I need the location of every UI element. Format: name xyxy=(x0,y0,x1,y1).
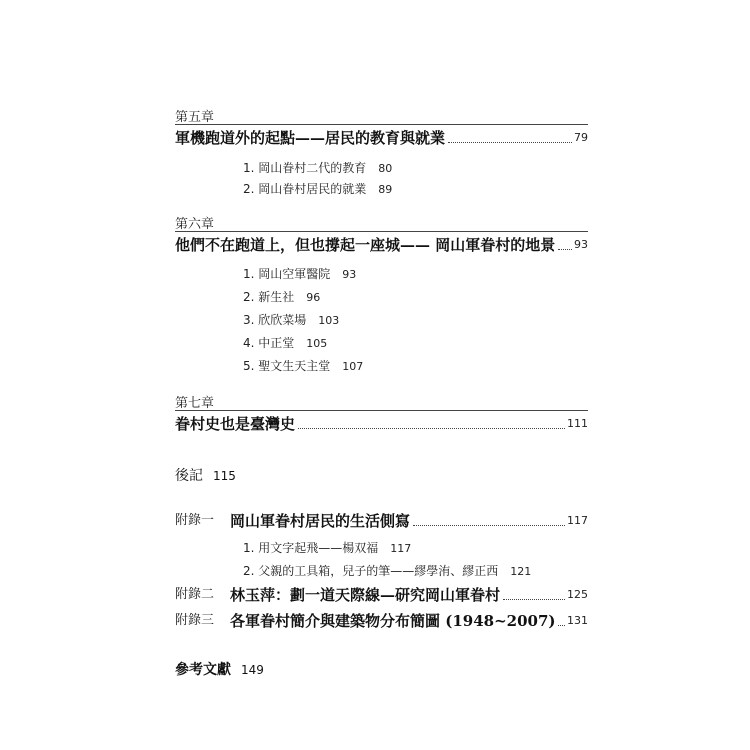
chapter-7-page: 111 xyxy=(567,417,588,430)
toc-entry[interactable] xyxy=(243,266,356,283)
section-page: 80 xyxy=(378,162,393,175)
appendix-2-title: 林玉萍：劃一道天際線—研究岡山軍眷村 xyxy=(230,586,501,604)
toc-entry[interactable] xyxy=(243,289,320,306)
afterword-entry[interactable] xyxy=(175,466,236,486)
section-page: 107 xyxy=(342,360,364,373)
chapter-5-title: 軍機跑道外的起點——居民的教育與就業 xyxy=(175,129,446,147)
section-page: 96 xyxy=(306,291,321,304)
section-page: 89 xyxy=(378,183,393,196)
section-page: 103 xyxy=(318,314,340,327)
chapter-5-title-row[interactable] xyxy=(175,128,588,148)
section-page: 105 xyxy=(306,337,328,350)
chapter-5-label: 第五章 xyxy=(175,110,215,125)
appendix-1-title: 岡山軍眷村居民的生活側寫 xyxy=(230,512,411,530)
appendix-3-title-row[interactable] xyxy=(230,611,588,631)
section-text: 1. 用文字起飛——楊双福 xyxy=(243,541,379,555)
section-text: 2. 父親的工具箱，兒子的筆——繆學洧、繆正西 xyxy=(243,564,499,578)
toc-entry[interactable] xyxy=(243,540,411,557)
toc-entry[interactable] xyxy=(243,160,392,177)
toc-entry[interactable] xyxy=(243,563,531,580)
appendix-2-page: 125 xyxy=(567,588,588,601)
section-text: 3. 欣欣菜場 xyxy=(243,313,307,327)
appendix-3-page: 131 xyxy=(567,614,588,627)
section-text: 5. 聖文生天主堂 xyxy=(243,359,331,373)
toc-entry[interactable] xyxy=(243,358,363,375)
section-text: 1. 岡山眷村二代的教育 xyxy=(243,161,367,175)
chapter-5-page: 79 xyxy=(574,131,588,144)
chapter-7-rule xyxy=(175,410,588,411)
toc-entry[interactable] xyxy=(243,312,339,329)
leader-dots xyxy=(298,428,565,429)
references-label: 參考文獻 xyxy=(175,662,231,678)
section-text: 4. 中正堂 xyxy=(243,336,295,350)
section-text: 2. 岡山眷村居民的就業 xyxy=(243,182,367,196)
leader-dots xyxy=(558,625,565,626)
appendix-3-title: 各軍眷村簡介與建築物分布簡圖 (1948~2007) xyxy=(230,612,556,630)
section-page: 93 xyxy=(342,268,357,281)
appendix-3-label: 附錄三 xyxy=(175,613,215,628)
leader-dots xyxy=(558,249,572,250)
chapter-7-label: 第七章 xyxy=(175,396,215,411)
toc-entry[interactable] xyxy=(243,181,392,198)
appendix-2-title-row[interactable] xyxy=(230,585,588,605)
appendix-1-title-row[interactable] xyxy=(230,511,588,531)
section-text: 2. 新生社 xyxy=(243,290,295,304)
chapter-6-title: 他們不在跑道上，但也撐起一座城—— 岡山軍眷村的地景 xyxy=(175,236,556,254)
references-page: 149 xyxy=(241,663,264,677)
chapter-5-rule xyxy=(175,124,588,125)
chapter-6-title-row[interactable] xyxy=(175,235,588,255)
section-page: 117 xyxy=(390,542,412,555)
leader-dots xyxy=(448,142,572,143)
appendix-1-label: 附錄一 xyxy=(175,513,215,528)
afterword-page: 115 xyxy=(213,469,236,483)
references-entry[interactable] xyxy=(175,660,264,680)
chapter-7-title-row[interactable] xyxy=(175,414,588,434)
chapter-6-page: 93 xyxy=(574,238,588,251)
leader-dots xyxy=(503,599,565,600)
chapter-6-rule xyxy=(175,231,588,232)
section-page: 121 xyxy=(510,565,532,578)
toc-entry[interactable] xyxy=(243,335,327,352)
appendix-1-page: 117 xyxy=(567,514,588,527)
afterword-label: 後記 xyxy=(175,468,203,484)
section-text: 1. 岡山空軍醫院 xyxy=(243,267,331,281)
chapter-6-label: 第六章 xyxy=(175,217,215,232)
appendix-2-label: 附錄二 xyxy=(175,587,215,602)
chapter-7-title: 眷村史也是臺灣史 xyxy=(175,415,296,433)
leader-dots xyxy=(413,525,565,526)
